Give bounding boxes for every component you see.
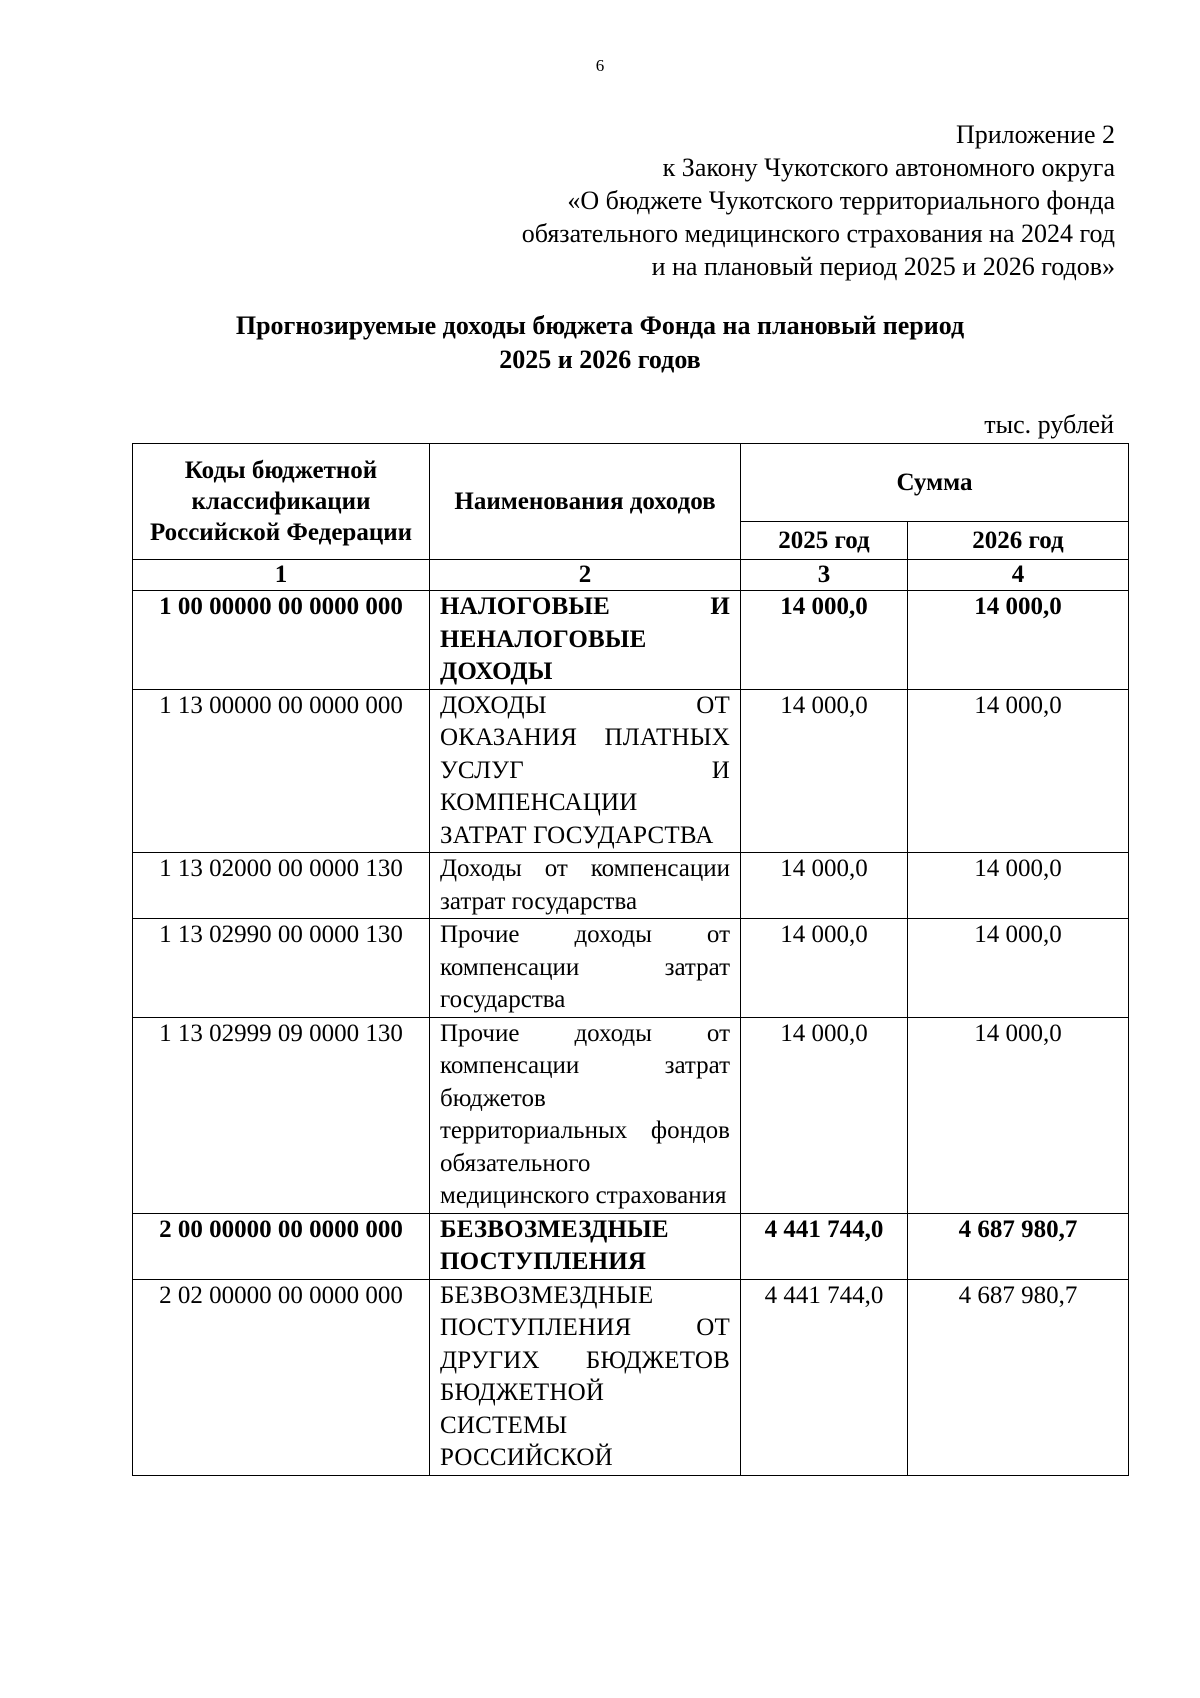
row-name: БЕЗВОЗМЕЗДНЫЕ ПОСТУПЛЕНИЯ ОТ ДРУГИХ БЮДЖЕТОВ БЮДЖЕТНОЙ СИСТЕМЫ РОССИЙСКОЙ [430,1279,741,1475]
column-number: 3 [741,560,908,591]
row-code: 1 00 00000 00 0000 000 [133,591,430,690]
row-name: БЕЗВОЗМЕЗДНЫЕ ПОСТУПЛЕНИЯ [430,1213,741,1279]
row-amount-2025: 14 000,0 [741,919,908,1018]
row-amount-2026: 4 687 980,7 [908,1213,1129,1279]
header-sum: Сумма [741,444,1129,522]
table-row [133,1213,1129,1279]
title-line: 2025 и 2026 годов [499,345,701,374]
row-code: 1 13 02999 09 0000 130 [133,1017,430,1213]
appendix-line: Приложение 2 [955,120,1115,149]
row-amount-2026: 14 000,0 [908,853,1129,919]
row-amount-2026: 4 687 980,7 [908,1279,1129,1475]
table-row [133,919,1129,1018]
row-name: НАЛОГОВЫЕ И НЕНАЛОГОВЫЕ ДОХОДЫ [430,591,741,690]
table-row [133,689,1129,853]
appendix-line: к Закону Чукотского автономного округа [662,153,1115,182]
row-name: Прочие доходы от компенсации затрат государства [430,919,741,1018]
table-row [133,1017,1129,1213]
page-number: 6 [595,56,605,75]
table-row [133,853,1129,919]
row-name: Прочие доходы от компенсации затрат бюджетов территориальных фондов обязательного медицинского страхования [430,1017,741,1213]
header-names: Наименования доходов [430,444,741,560]
row-amount-2026: 14 000,0 [908,919,1129,1018]
table-row [133,1279,1129,1475]
column-number-row [133,560,1129,591]
appendix-line: обязательного медицинского страхования на 2024 год [521,219,1115,248]
row-amount-2025: 14 000,0 [741,1017,908,1213]
row-code: 1 13 02990 00 0000 130 [133,919,430,1018]
appendix-line: и на плановый период 2025 и 2026 годов» [651,252,1115,281]
row-amount-2025: 4 441 744,0 [741,1213,908,1279]
row-amount-2026: 14 000,0 [908,689,1129,853]
appendix-line: «О бюджете Чукотского территориального фонда [567,186,1115,215]
title-line: Прогнозируемые доходы бюджета Фонда на плановый период [235,311,965,340]
row-code: 1 13 02000 00 0000 130 [133,853,430,919]
row-amount-2025: 14 000,0 [741,689,908,853]
header-year-2026: 2026 год [908,522,1129,560]
column-number: 1 [133,560,430,591]
revenue-table [132,443,1129,1476]
row-name: ДОХОДЫ ОТ ОКАЗАНИЯ ПЛАТНЫХ УСЛУГ И КОМПЕНСАЦИИ ЗАТРАТ ГОСУДАРСТВА [430,689,741,853]
appendix-note [355,118,1115,283]
row-amount-2025: 14 000,0 [741,853,908,919]
row-amount-2026: 14 000,0 [908,591,1129,690]
row-code: 2 00 00000 00 0000 000 [133,1213,430,1279]
unit-label: тыс. рублей [984,410,1114,439]
row-amount-2025: 4 441 744,0 [741,1279,908,1475]
header-codes: Коды бюджетной классификации Российской Федерации [133,444,430,560]
row-name: Доходы от компенсации затрат государства [430,853,741,919]
column-number: 4 [908,560,1129,591]
column-number: 2 [430,560,741,591]
row-code: 1 13 00000 00 0000 000 [133,689,430,853]
row-code: 2 02 00000 00 0000 000 [133,1279,430,1475]
table-row [133,591,1129,690]
row-amount-2026: 14 000,0 [908,1017,1129,1213]
header-year-2025: 2025 год [741,522,908,560]
document-title [0,309,1200,377]
row-amount-2025: 14 000,0 [741,591,908,690]
